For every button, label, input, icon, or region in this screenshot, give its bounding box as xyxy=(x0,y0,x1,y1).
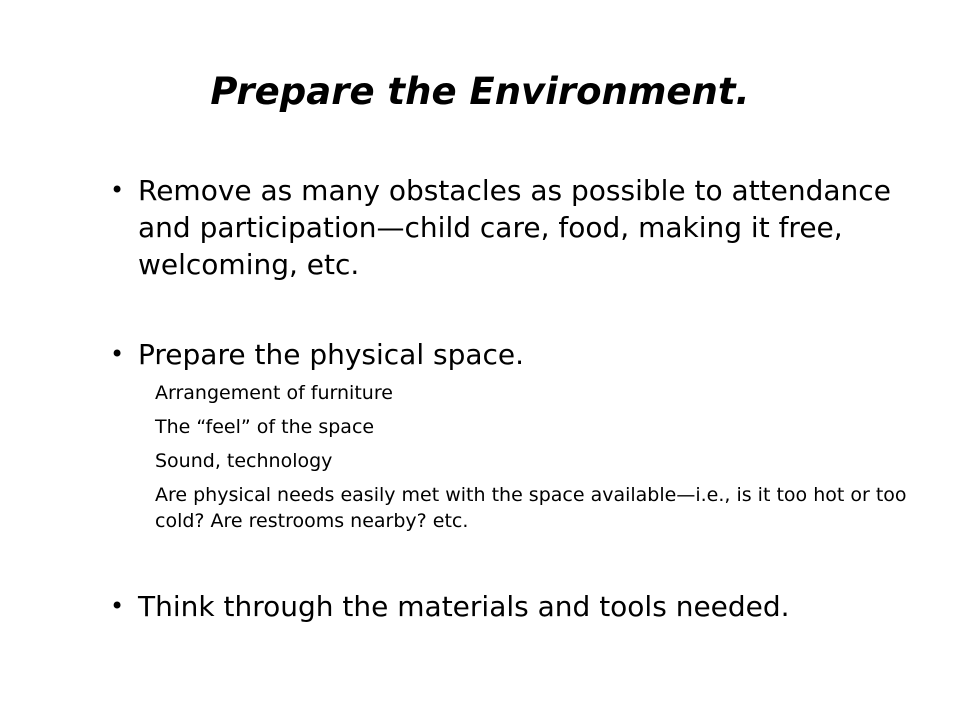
bullet-text: Think through the materials and tools needed. xyxy=(138,590,790,623)
sub-item: Sound, technology xyxy=(155,450,333,472)
slide-title: Prepare the Environment. xyxy=(210,70,750,113)
bullet-dot-icon: • xyxy=(110,340,125,368)
sub-item: The “feel” of the space xyxy=(155,416,375,438)
sub-bullet-list xyxy=(155,380,915,534)
sub-item: Are physical needs easily met with the space available—i.e., is it too hot or too cold? Are restrooms nearby? etc. xyxy=(155,484,907,532)
bullet-item-physical-space xyxy=(110,336,910,373)
bullet-dot-icon: • xyxy=(110,592,125,620)
bullet-item-obstacles xyxy=(110,172,910,283)
bullet-item-materials xyxy=(110,588,930,625)
bullet-dot-icon: • xyxy=(110,176,125,204)
sub-item: Arrangement of furniture xyxy=(155,382,393,404)
bullet-text: Prepare the physical space. xyxy=(138,338,525,371)
bullet-text: Remove as many obstacles as possible to attendance and participation—child care, food, making it free, welcoming, etc. xyxy=(138,174,891,281)
